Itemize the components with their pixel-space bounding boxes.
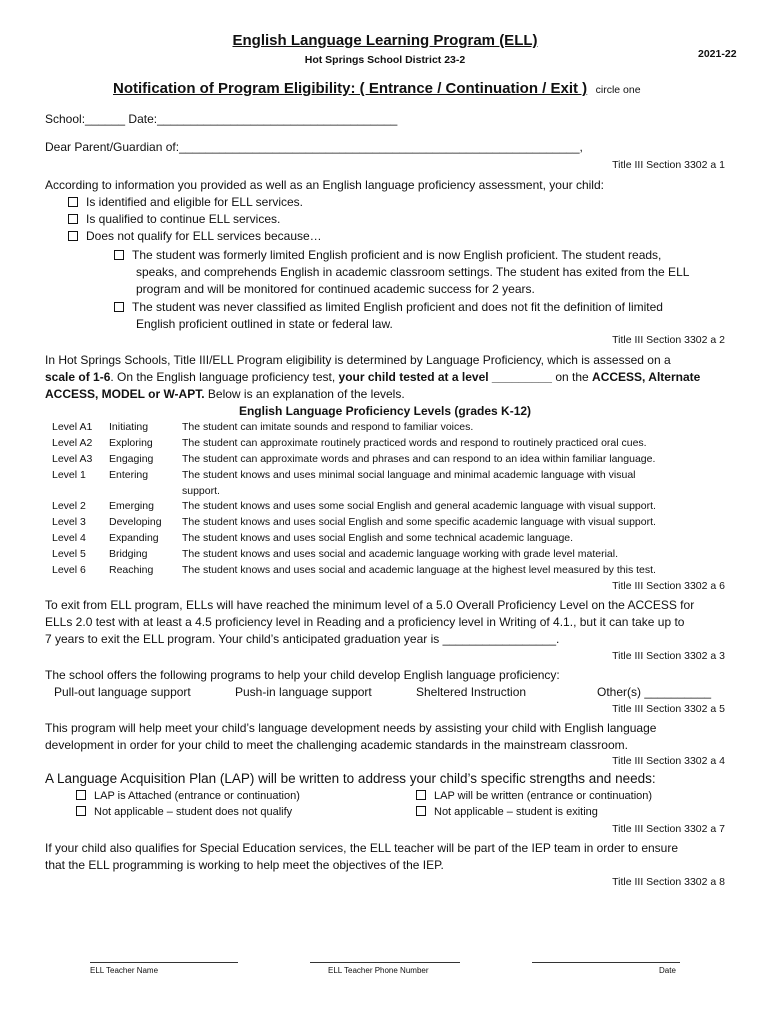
level-desc: The student can imitate sounds and respond to familiar voices. <box>182 421 474 433</box>
option-eligible[interactable] <box>68 195 303 209</box>
level-desc: The student knows and uses social English and some specific academic language with visual support. <box>182 516 656 528</box>
district-name: Hot Springs School District 23-2 <box>304 54 466 66</box>
level-code: Level A3 <box>52 453 93 465</box>
program-sheltered[interactable]: Sheltered Instruction <box>416 685 527 699</box>
section-ref-7: Title III Section 3302 a 7 <box>612 823 725 835</box>
teacher-name-label: ELL Teacher Name <box>90 966 159 975</box>
level-desc: The student knows and uses social English and some technical academic language. <box>182 532 574 544</box>
exit-line: To exit from ELL program, ELLs will have reached the minimum level of a 5.0 Overall Proficiency Level on the ACCESS for <box>45 598 695 612</box>
level-desc: The student can approximate routinely practiced words and respond to routinely practiced oral cues. <box>182 437 647 449</box>
test-names: ACCESS, MODEL or W-APT. <box>45 387 205 401</box>
level-code: Level A2 <box>52 437 93 449</box>
lap-not-qualify-option[interactable] <box>76 806 292 818</box>
lap-heading: A Language Acquisition Plan (LAP) will be written to address your child’s specific strengths and needs: <box>45 771 656 786</box>
test-names: ACCESS, Alternate <box>592 370 701 384</box>
teacher-phone-label: ELL Teacher Phone Number <box>328 966 429 975</box>
section-ref-6: Title III Section 3302 a 6 <box>612 580 725 592</box>
exit-line: ELLs 2.0 test with at least a 4.5 proficiency level in Reading and a proficiency level in Writing of 4.1., but it can take up to <box>45 615 685 629</box>
circle-one-note: circle one <box>595 84 641 96</box>
checkbox[interactable] <box>76 806 86 816</box>
level-name: Initiating <box>109 421 149 433</box>
levels-table-title: English Language Proficiency Levels (grades K-12) <box>238 404 532 418</box>
tested-level-field[interactable]: your child tested at a level _________ <box>338 370 552 384</box>
section-ref-4: Title III Section 3302 a 4 <box>612 755 725 767</box>
program-pull-out[interactable]: Pull-out language support <box>54 685 191 699</box>
lap-will-be-written-option[interactable] <box>416 790 652 802</box>
sub-option-line: The student was never classified as limited English proficient and does not fit the definition of limited <box>132 300 663 314</box>
exit-paragraph <box>45 597 735 648</box>
option-label: Not applicable – student is exiting <box>434 806 598 818</box>
option-label: LAP is Attached (entrance or continuation) <box>94 790 300 802</box>
parent-guardian-field[interactable]: Dear Parent/Guardian of:____________________________________________________________, <box>45 140 583 154</box>
sub-option-formerly-lep[interactable] <box>114 247 689 298</box>
table-row-continuation <box>182 485 220 497</box>
level-name: Engaging <box>109 453 154 465</box>
school-year: 2021-22 <box>698 48 737 60</box>
level-code: Level 4 <box>52 532 86 544</box>
school-date-field[interactable]: School:______ Date:____________________________________ <box>45 112 398 126</box>
level-name: Emerging <box>109 500 154 512</box>
level-desc: The student can approximate words and phrases and can respond to an idea within familiar language. <box>182 453 656 465</box>
scale-text: scale of 1-6 <box>45 370 111 384</box>
checkbox[interactable] <box>76 790 86 800</box>
proficiency-line-2 <box>45 369 735 386</box>
section-ref-3: Title III Section 3302 a 3 <box>612 650 725 662</box>
level-name: Developing <box>109 516 162 528</box>
section-ref-8: Title III Section 3302 a 8 <box>612 876 725 888</box>
section-ref-5: Title III Section 3302 a 5 <box>612 703 725 715</box>
lap-exiting-option[interactable] <box>416 806 598 818</box>
checkbox[interactable] <box>68 197 78 207</box>
program-title: English Language Learning Program (ELL) <box>232 32 538 49</box>
meet-needs-paragraph <box>45 720 735 754</box>
checkbox[interactable] <box>416 790 426 800</box>
option-label: Not applicable – student does not qualify <box>94 806 293 818</box>
sub-option-line: English proficient outlined in state or federal law. <box>136 317 393 331</box>
proficiency-paragraph <box>45 352 735 403</box>
programs-intro: The school offers the following programs to help your child develop English language proficiency: <box>45 668 560 682</box>
level-code: Level 3 <box>52 516 86 528</box>
meet-line: development in order for your child to meet the challenging academic standards in the mainstream classroom. <box>45 738 628 752</box>
sub-option-never-lep[interactable] <box>114 299 663 333</box>
meet-line: This program will help meet your child’s language development needs by assisting your child with English language <box>45 721 657 735</box>
teacher-name-line[interactable] <box>90 962 238 963</box>
special-ed-paragraph <box>45 840 735 874</box>
level-desc: The student knows and uses minimal social language and minimal academic language with visual <box>182 469 636 481</box>
section-ref-2: Title III Section 3302 a 2 <box>612 334 725 346</box>
level-code: Level 6 <box>52 564 86 576</box>
level-desc: The student knows and uses some social English and general academic language with visual support. <box>182 500 656 512</box>
option-label: LAP will be written (entrance or continuation) <box>434 790 653 802</box>
level-name: Bridging <box>109 548 148 560</box>
date-label: Date <box>659 966 676 975</box>
option-label: Does not qualify for ELL services because… <box>86 229 322 243</box>
notification-title: Notification of Program Eligibility: ( Entrance / Continuation / Exit ) <box>113 80 588 97</box>
level-code: Level 1 <box>52 469 86 481</box>
level-desc: support. <box>182 485 220 497</box>
program-other-field[interactable]: Other(s) __________ <box>597 685 712 699</box>
notification-heading <box>113 80 641 98</box>
proficiency-line-3 <box>45 386 735 403</box>
level-code: Level 5 <box>52 548 86 560</box>
eligibility-intro: According to information you provided as well as an English language proficiency assessment, your child: <box>45 178 604 192</box>
level-name: Reaching <box>109 564 154 576</box>
checkbox[interactable] <box>114 250 124 260</box>
level-name: Entering <box>109 469 149 481</box>
teacher-phone-line[interactable] <box>310 962 460 963</box>
level-code: Level A1 <box>52 421 93 433</box>
level-name: Expanding <box>109 532 159 544</box>
sub-option-line: program and will be monitored for continued academic success for 2 years. <box>136 282 535 296</box>
option-label: Is qualified to continue ELL services. <box>86 212 281 226</box>
checkbox[interactable] <box>114 302 124 312</box>
sub-option-line: The student was formerly limited English proficient and is now English proficient. The student reads, <box>132 248 662 262</box>
checkbox[interactable] <box>416 806 426 816</box>
proficiency-line-1: In Hot Springs Schools, Title III/ELL Program eligibility is determined by Language Proficiency, which is assessed on a <box>45 353 671 367</box>
level-code: Level 2 <box>52 500 86 512</box>
option-not-qualify[interactable] <box>68 229 322 243</box>
graduation-year-field[interactable]: 7 years to exit the ELL program. Your child’s anticipated graduation year is _________________. <box>45 632 560 646</box>
proficiency-text: Below is an explanation of the levels. <box>207 387 405 401</box>
option-label: Is identified and eligible for ELL services. <box>86 195 304 209</box>
checkbox[interactable] <box>68 231 78 241</box>
level-desc: The student knows and uses social and academic language working with grade level material. <box>182 548 618 560</box>
sub-option-line: speaks, and comprehends English in academic classroom settings. The student has exited from the ELL <box>136 265 690 279</box>
section-ref-1: Title III Section 3302 a 1 <box>612 159 725 171</box>
sped-line: that the ELL programming is working to help meet the objectives of the IEP. <box>45 858 444 872</box>
sped-line: If your child also qualifies for Special Education services, the ELL teacher will be part of the IEP team in order to ensure <box>45 841 679 855</box>
lap-attached-option[interactable] <box>76 790 300 802</box>
option-continue[interactable] <box>68 212 280 226</box>
proficiency-text: . On the English language proficiency test, <box>110 370 336 384</box>
proficiency-text: on the <box>555 370 589 384</box>
date-line[interactable] <box>532 962 680 963</box>
program-push-in[interactable]: Push-in language support <box>235 685 372 699</box>
level-name: Exploring <box>109 437 153 449</box>
level-desc: The student knows and uses social and academic language at the highest level measured by this test. <box>182 564 656 576</box>
checkbox[interactable] <box>68 214 78 224</box>
